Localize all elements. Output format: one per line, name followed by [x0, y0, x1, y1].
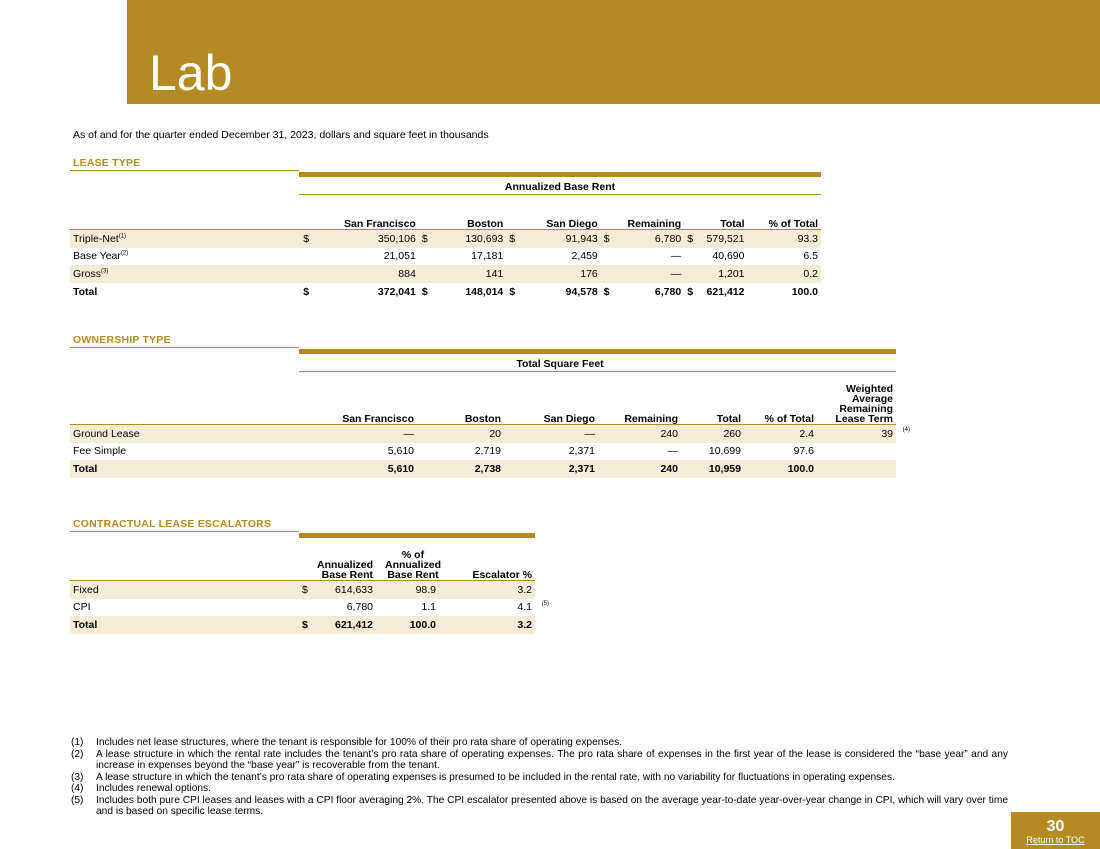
cell-value: 98.9	[415, 583, 436, 596]
cell-value: 141	[485, 267, 504, 280]
cell-value: 93.3	[797, 232, 818, 245]
currency-sign	[300, 248, 314, 266]
cell-value: 1.1	[421, 601, 436, 614]
cell-value: 621,412	[335, 618, 373, 631]
footnote-text: Includes renewal options.	[96, 783, 211, 794]
escalators-header-row	[70, 540, 535, 581]
row-label: Fee Simple	[73, 445, 127, 458]
cell-value: 3.2	[517, 618, 532, 631]
currency-sign: $	[302, 583, 308, 596]
lease-type-header-row	[70, 219, 821, 230]
cell-value: 10,959	[708, 462, 741, 475]
row-label: Base Year	[73, 250, 121, 263]
ownership-type-gold-bar	[299, 349, 896, 354]
footnote-text: Includes net lease structures, where the tenant is responsible for 100% of their pro rata share of operating expenses.	[96, 737, 623, 748]
currency-sign	[684, 265, 698, 283]
currency-sign: $	[421, 232, 428, 245]
cell-value: 3.2	[517, 583, 532, 596]
cell-value: 5,610	[387, 445, 414, 458]
col-san-francisco: San Francisco	[300, 219, 419, 230]
cell-value: 350,106	[377, 232, 416, 245]
currency-sign: $	[303, 285, 310, 298]
col-escalator-pct: Escalator %	[450, 540, 535, 581]
cell-value: 97.6	[793, 445, 814, 458]
row-label: Total	[73, 462, 98, 475]
currency-sign: $	[421, 285, 428, 298]
footnote-text: A lease structure in which the rental rate includes the tenant’s pro rata share of operating expenses. The pro rata share of expenses in the first year of the lease is considered the “base year” and any increase in expenses beyond the “base year” is recoverable from the tenant.	[96, 748, 1008, 771]
currency-sign	[601, 248, 615, 266]
cell-value	[817, 460, 896, 478]
footnote-ref: (5)	[541, 600, 549, 607]
currency-sign	[601, 265, 615, 283]
col-total: Total	[684, 219, 747, 230]
cell-value: 148,014	[465, 285, 504, 298]
cell-value: 39	[881, 427, 893, 440]
table-row	[70, 599, 535, 617]
cell-value: 2,738	[474, 462, 501, 475]
footnote-number: (4)	[71, 783, 84, 794]
footnote	[71, 749, 1008, 772]
table-row	[70, 425, 896, 443]
ownership-type-group-rule	[299, 371, 896, 372]
page-number-box	[1011, 812, 1100, 849]
currency-sign	[300, 265, 314, 283]
col-weighted-avg-lease-term: Weighted Average Remaining Lease Term	[817, 376, 896, 425]
col-remaining: Remaining	[598, 376, 681, 425]
row-label: Triple-Net	[73, 232, 119, 245]
cell-value: 6.5	[803, 250, 818, 263]
cell-value: —	[667, 445, 678, 458]
footnote-number: (2)	[71, 748, 84, 760]
subtitle: As of and for the quarter ended December 31, 2023, dollars and square feet in thousands	[73, 129, 489, 141]
footnote-text: Includes both pure CPI leases and leases with a CPI floor averaging 2%. The CPI escalator presented above is based on the average year-to-date year-over-year change in CPI, which will vary over time and is based on specific lease terms.	[96, 794, 1008, 817]
row-label: Total	[73, 285, 98, 298]
footnotes	[71, 737, 1008, 818]
cell-value: 6,780	[654, 232, 682, 245]
cell-value: 579,521	[706, 232, 745, 245]
currency-sign	[684, 248, 698, 266]
cell-value: 2,371	[568, 462, 595, 475]
cell-value	[817, 443, 896, 461]
currency-sign	[506, 248, 520, 266]
footnote-text: A lease structure in which the tenant’s pro rata share of operating expenses is presumed to be included in the rental rate, with no variability for fluctuations in operating expenses.	[96, 771, 895, 783]
currency-sign: $	[603, 285, 610, 298]
cell-value: 100.0	[409, 618, 436, 631]
col-boston: Boston	[417, 376, 504, 425]
currency-sign: $	[509, 285, 516, 298]
currency-sign: $	[509, 232, 516, 245]
currency-sign	[419, 265, 433, 283]
table-row	[70, 443, 896, 461]
footnote	[71, 772, 1008, 784]
cell-value: —	[670, 250, 682, 263]
lease-type-group-rule	[299, 194, 821, 195]
ownership-type-section-title: OWNERSHIP TYPE	[70, 334, 299, 348]
currency-sign: $	[302, 618, 308, 631]
table-row	[70, 581, 535, 599]
col-total: Total	[681, 376, 744, 425]
escalators-table	[70, 540, 549, 634]
cell-value: 884	[398, 267, 416, 280]
cell-value: 6,780	[346, 601, 373, 614]
footnote-ref: (3)	[101, 268, 109, 275]
header-banner	[127, 0, 1100, 104]
cell-value: 6,780	[654, 285, 682, 298]
total-row	[70, 460, 896, 478]
col-san-diego: San Diego	[506, 219, 600, 230]
cell-value: 1,201	[718, 267, 745, 280]
footnote	[71, 783, 1008, 795]
cell-value: —	[403, 427, 414, 440]
table-row	[70, 265, 821, 283]
cell-value: 621,412	[706, 285, 745, 298]
footnote-number: (3)	[71, 771, 84, 783]
page-number: 30	[1046, 818, 1065, 835]
cell-value: —	[670, 267, 682, 280]
cell-value: 130,693	[465, 232, 504, 245]
row-label: Ground Lease	[73, 427, 140, 440]
cell-value: 2,719	[474, 445, 501, 458]
cell-value: 2,459	[571, 250, 598, 263]
currency-sign: $	[603, 232, 610, 245]
total-row	[70, 616, 535, 634]
return-to-toc-link[interactable]: Return to TOC	[1026, 835, 1085, 845]
footnote-ref: (2)	[120, 250, 129, 257]
col-boston: Boston	[419, 219, 506, 230]
footnote-number: (5)	[71, 794, 84, 806]
col-san-francisco: San Francisco	[299, 376, 417, 425]
ownership-type-header-row	[70, 376, 896, 425]
col-pct-total: % of Total	[744, 376, 817, 425]
footnote	[71, 795, 1008, 818]
cell-value: 240	[660, 427, 678, 440]
lease-type-group-header: Annualized Base Rent	[504, 181, 616, 193]
cell-value: 100.0	[787, 462, 814, 475]
currency-sign: $	[303, 232, 310, 245]
currency-sign	[419, 248, 433, 266]
footnote	[71, 737, 1008, 749]
cell-value: 17,181	[471, 250, 504, 263]
cell-value: —	[584, 427, 595, 440]
table-row	[70, 230, 821, 248]
lease-type-section-title: LEASE TYPE	[70, 157, 299, 171]
cell-value: 260	[723, 427, 741, 440]
footnote-ref: (4)	[902, 427, 910, 433]
cell-value: 91,943	[565, 232, 598, 245]
cell-value: 0.2	[803, 267, 818, 280]
cell-value: 100.0	[791, 285, 818, 298]
cell-value: 20	[489, 427, 501, 440]
col-pct-annualized-base-rent: % of Annualized Base Rent	[376, 540, 450, 581]
col-pct-total: % of Total	[748, 219, 822, 230]
col-annualized-base-rent: Annualized Base Rent	[299, 540, 376, 581]
cell-value: 4.1	[517, 601, 532, 614]
cell-value: 372,041	[377, 285, 416, 298]
escalators-gold-bar	[299, 533, 535, 538]
row-label: Gross	[73, 267, 102, 280]
table-row	[70, 248, 821, 266]
total-row	[70, 283, 821, 301]
currency-sign	[299, 599, 313, 617]
footnote-ref: (1)	[118, 233, 127, 240]
currency-sign: $	[687, 285, 694, 298]
row-label: Fixed	[73, 583, 99, 596]
lease-type-gold-bar	[299, 172, 821, 177]
cell-value: 5,610	[387, 462, 414, 475]
cell-value: 240	[660, 462, 678, 475]
lease-type-table	[70, 219, 821, 300]
currency-sign: $	[687, 232, 694, 245]
cell-value: 2,371	[568, 445, 595, 458]
row-label: Total	[73, 618, 98, 631]
cell-value: 10,699	[708, 445, 741, 458]
cell-value: 94,578	[565, 285, 598, 298]
escalators-section-title: CONTRACTUAL LEASE ESCALATORS	[70, 518, 299, 532]
cell-value: 2.4	[799, 427, 814, 440]
cell-value: 176	[580, 267, 598, 280]
cell-value: 21,051	[383, 250, 416, 263]
col-remaining: Remaining	[601, 219, 684, 230]
ownership-type-group-header: Total Square Feet	[516, 358, 604, 370]
page-title: Lab	[149, 45, 233, 101]
footnote-number: (1)	[71, 737, 84, 748]
cell-value: 614,633	[335, 583, 373, 596]
cell-value: 40,690	[712, 250, 745, 263]
ownership-type-table	[70, 376, 910, 478]
currency-sign	[506, 265, 520, 283]
col-san-diego: San Diego	[504, 376, 598, 425]
row-label: CPI	[73, 601, 91, 614]
